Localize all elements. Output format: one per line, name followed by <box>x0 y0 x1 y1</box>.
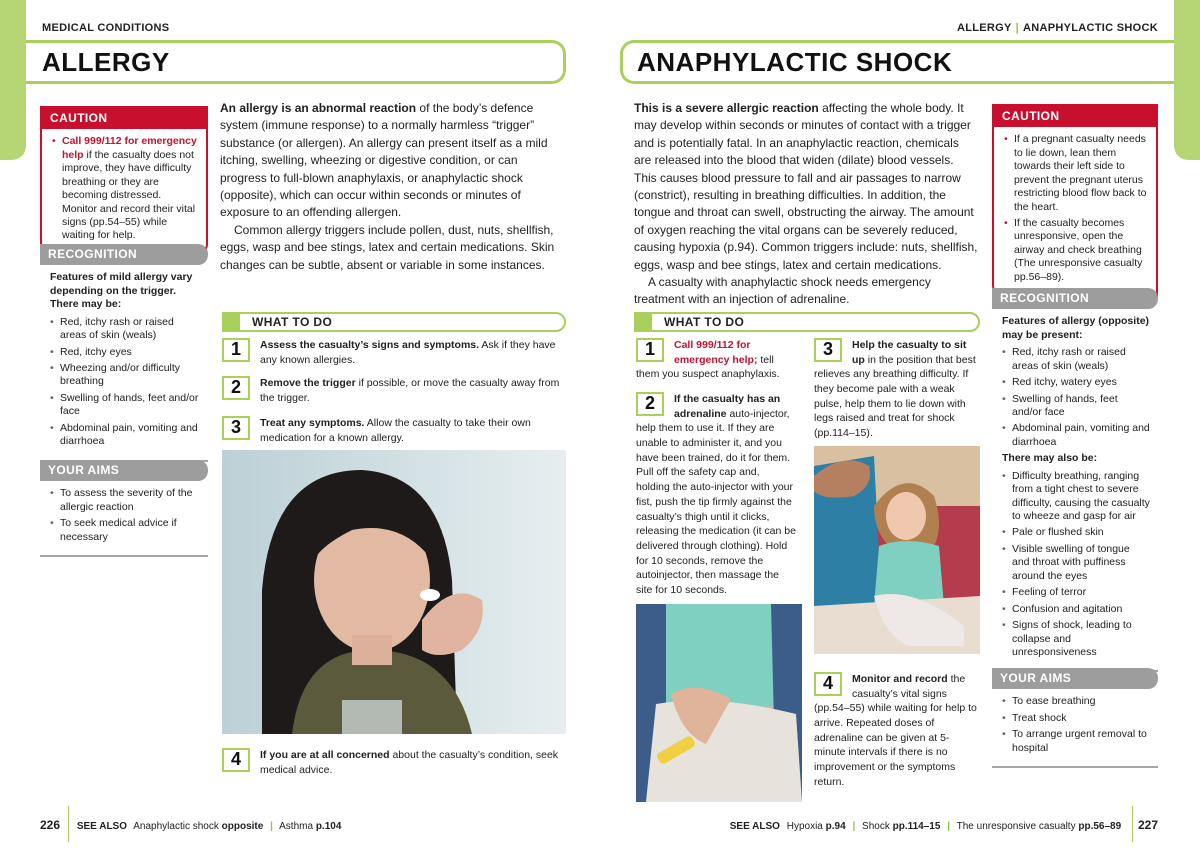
step-number: 2 <box>636 392 664 416</box>
list-item: • Wheezing and/or difficulty breathing <box>50 362 200 389</box>
step-number: 4 <box>222 748 250 772</box>
recognition-heading: RECOGNITION <box>40 244 208 265</box>
right-edge-tab <box>1174 0 1200 160</box>
aims-box-right <box>992 668 1158 768</box>
photo-child-sitting-up <box>814 446 980 654</box>
list-item: • Red, itchy eyes <box>50 346 200 359</box>
list-item: • To ease breathing <box>1002 695 1150 708</box>
list-item: • Abdominal pain, vomiting and diarrhoea <box>1002 422 1150 449</box>
footer-left: 226 SEE ALSO Anaphylactic shock opposite | Asthma p.104 <box>40 818 342 832</box>
left-edge-tab <box>0 0 26 160</box>
running-head-right: ALLERGY | ANAPHYLACTIC SHOCK <box>956 22 1158 34</box>
see-also-ref[interactable]: Shock pp.114–15 <box>862 821 941 832</box>
caution-item: • If a pregnant casualty needs to lie down, lean them towards their left side to prevent the pregnant uterus restricting blood flow back to the heart. <box>1004 133 1148 214</box>
step-number: 2 <box>222 376 250 400</box>
step-number: 3 <box>814 338 842 362</box>
see-also-ref[interactable]: Asthma p.104 <box>279 821 342 832</box>
page-number-left: 226 <box>40 818 61 832</box>
what-to-do-label: WHAT TO DO <box>252 315 333 329</box>
photo-auto-injector <box>636 604 802 802</box>
step-number: 1 <box>636 338 664 362</box>
caution-box-right <box>992 104 1158 297</box>
caution-item: • If the casualty becomes unresponsive, open the airway and check breathing (The unresponsive casualty pp.56–89). <box>1004 217 1148 284</box>
list-item: • Confusion and agitation <box>1002 603 1150 616</box>
list-item: • Red itchy, watery eyes <box>1002 376 1150 389</box>
recognition-box-left <box>40 244 208 462</box>
step-3-right: 3 Help the casualty to sit up in the position that best relieves any breathing difficulty. If they become pale with a weak pulse, help them to lie down with legs raised and treat for shock (pp.114–15). <box>814 339 976 440</box>
list-item: • Red, itchy rash or raised areas of skin (weals) <box>1002 346 1150 373</box>
caution-heading: CAUTION <box>994 106 1156 127</box>
list-item: • Swelling of hands, feet and/or face <box>50 392 200 419</box>
list-item: • To seek medical advice if necessary <box>50 517 200 544</box>
list-item: • Treat shock <box>1002 712 1150 725</box>
step-4-left: 4 If you are at all concerned about the casualty’s condition, seek medical advice. <box>222 748 566 777</box>
recognition-box-right: RECOGNITION Features of allergy (opposite) may be present: • Red, itchy rash or raised areas of skin (weals) • Red itchy, watery eyes • Swelling of hands, feet and/or face • Abdominal pain, vomiting and diarrhoea There may also be: • Difficulty breathing, ranging from a tight chest to severe difficulty, causing the casualty to wheeze and gasp for air • Pale or flushed skin • Visible swelling of tongue and throat with puffiness around the eyes • Feeling of terror • Confusion and agitation • Signs of shock, leading to collapse and unresponsiveness <box>992 288 1158 672</box>
step-3-left: 3 Treat any symptoms. Allow the casualty to take their own medication for a known allergy. <box>222 416 566 445</box>
list-item: • To assess the severity of the allergic reaction <box>50 487 200 514</box>
aims-box-left <box>40 460 208 557</box>
what-to-do-bar-left <box>222 312 566 332</box>
page-number-right: 227 <box>1137 818 1158 832</box>
step-number: 1 <box>222 338 250 362</box>
running-head-left: MEDICAL CONDITIONS <box>42 22 170 34</box>
title-bar-left <box>26 40 566 84</box>
body-text-right: This is a severe allergic reaction affecting the whole body. It may develop within seconds or minutes of contact with a trigger and is potentially fatal. In an anaphylactic reaction, chemicals are released into the blood that widen (dilate) blood vessels. This causes blood pressure to fall and air passages to narrow (constrict), resulting in breathing difficulties. In addition, the tongue and throat can swell, obstructing the airway. The amount of oxygen reaching the vital organs can be severely reduced, causing hypoxia (p.94). Common triggers include: nuts, shellfish, eggs, wasp and bee stings, latex and certain medications. A casualty with anaphylactic shock needs emergency treatment with an injection of adrenaline. <box>634 101 978 307</box>
step-2-left: 2 Remove the trigger if possible, or move the casualty away from the trigger. <box>222 376 566 405</box>
title-bar-right <box>620 40 1174 84</box>
step-2-right: 2 If the casualty has an adrenaline auto-injector, help them to use it. If they are unable to administer it, and you have been trained, do it for them. Pull off the safety cap and, holding the auto-injector with your fist, push the tip firmly against the casualty’s thigh until it clicks, releasing the medication (it can be delivered through clothing). Hold for 10 seconds, remove the autoinjector, then massage the site for 10 seconds. <box>636 393 796 596</box>
see-also-ref[interactable]: The unresponsive casualty pp.56–89 <box>956 821 1122 832</box>
what-to-do-bar-right <box>634 312 980 332</box>
list-item: • Swelling of hands, feet and/or face <box>1002 393 1150 420</box>
step-1-left: 1 Assess the casualty’s signs and symptoms. Ask if they have any known allergies. <box>222 338 566 367</box>
list-item: • Visible swelling of tongue and throat with puffiness around the eyes <box>1002 543 1150 583</box>
see-also-ref[interactable]: Hypoxia p.94 <box>786 821 846 832</box>
list-item: • To arrange urgent removal to hospital <box>1002 728 1150 755</box>
caution-heading: CAUTION <box>42 108 206 129</box>
recognition-heading: RECOGNITION <box>992 288 1158 309</box>
list-item: • Red, itchy rash or raised areas of skin (weals) <box>50 316 200 343</box>
caution-box-left <box>40 106 208 256</box>
list-item: • Pale or flushed skin <box>1002 526 1150 539</box>
step-number: 4 <box>814 672 842 696</box>
list-item: • Difficulty breathing, ranging from a tight chest to severe difficulty, causing the casualty to wheeze and gasp for air <box>1002 470 1150 524</box>
list-item: • Signs of shock, leading to collapse and unresponsiveness <box>1002 619 1150 659</box>
recognition-intro: Features of mild allergy vary depending on the trigger. There may be: <box>50 271 193 311</box>
what-to-do-label: WHAT TO DO <box>664 315 745 329</box>
step-1-right: 1 Call 999/112 for emergency help; tell them you suspect anaphylaxis. <box>636 339 780 381</box>
photo-woman-taking-pill <box>222 450 566 734</box>
page-title-anaphylactic-shock: ANAPHYLACTIC SHOCK <box>637 46 953 77</box>
page-title-allergy: ALLERGY <box>42 46 170 77</box>
list-item: • Abdominal pain, vomiting and diarrhoea <box>50 422 200 449</box>
see-also-ref[interactable]: Anaphylactic shock opposite <box>133 821 264 832</box>
aims-heading: YOUR AIMS <box>992 668 1158 689</box>
body-text-left: An allergy is an abnormal reaction of the body’s defence system (immune response) to a normally harmless “trigger” substance (or allergen). An allergy can present itself as a mild itching, swelling, wheezing or digestive condition, or can progress to full-blown anaphylaxis, or anaphylactic shock (opposite), which can occur within seconds or minutes of exposure to an offending allergen. Common allergy triggers include pollen, dust, nuts, shellfish, eggs, wasp and bee stings, latex and certain medications. Skin changes can be subtle, absent or variable in some instances. <box>220 101 555 272</box>
caution-item: • Call 999/112 for emergency help if the casualty does not improve, they have difficulty breathing or they are becoming distressed. Monitor and record their vital signs (pp.54–55) while waiting for help. <box>52 135 198 243</box>
step-4-right: 4 Monitor and record the casualty’s vital signs (pp.54–55) while waiting for help to arrive. Repeated doses of adrenaline can be given at 5-minute intervals if there is no improvement or the symptoms return. <box>814 673 977 788</box>
list-item: • Feeling of terror <box>1002 586 1150 599</box>
footer-right: SEE ALSO Hypoxia p.94 | Shock pp.114–15 | The unresponsive casualty pp.56–89 227 <box>729 818 1158 832</box>
step-number: 3 <box>222 416 250 440</box>
aims-heading: YOUR AIMS <box>40 460 208 481</box>
